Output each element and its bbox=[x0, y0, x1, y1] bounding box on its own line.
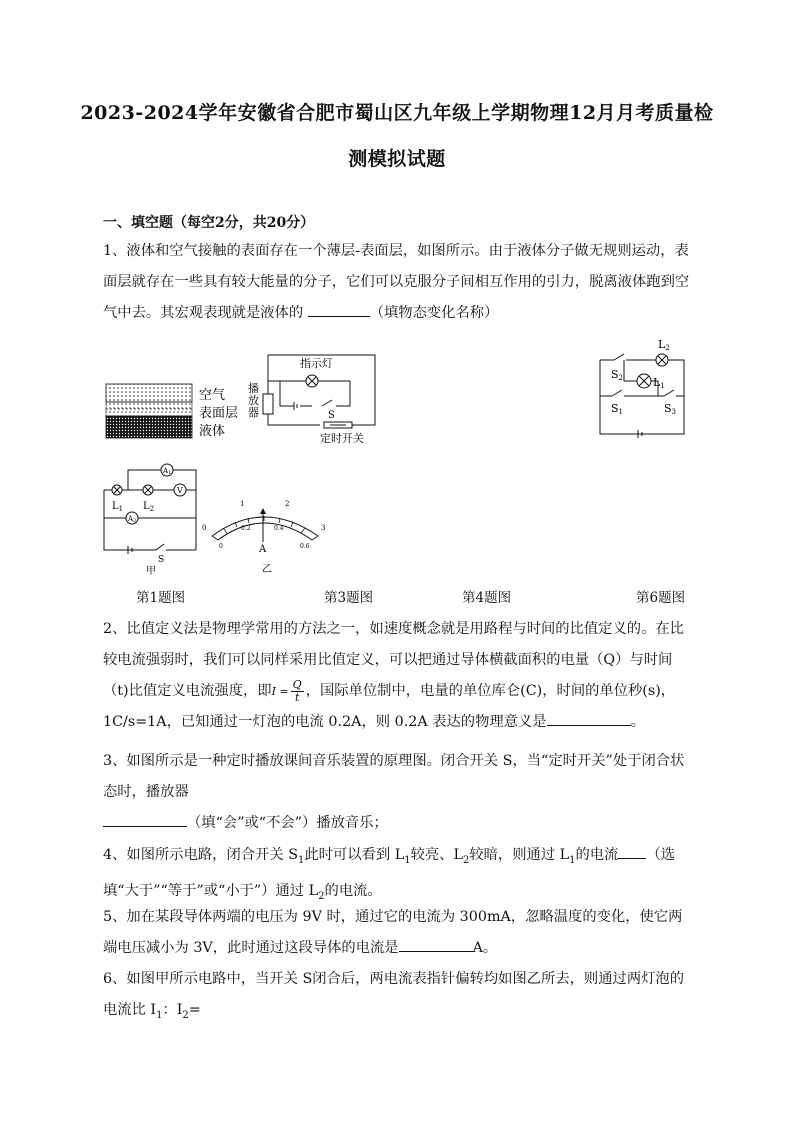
fig6a-l2-label: $L_2$ bbox=[143, 501, 155, 513]
page-title-line2: 测模拟试题 bbox=[348, 148, 446, 170]
q2-blank[interactable] bbox=[547, 709, 631, 726]
fig6b-scale-04: 0.4 bbox=[274, 525, 284, 532]
q6-colon: ：I bbox=[162, 1002, 183, 1018]
fig4-s3-label: S3 bbox=[664, 402, 677, 416]
page-title-line1: 2023-2024学年安徽省合肥市蜀山区九年级上学期物理12月月考质量检 bbox=[80, 102, 714, 124]
fig6a-s-label: S bbox=[158, 555, 165, 565]
caption-fig6: 第6题图 bbox=[636, 590, 686, 606]
q1-blank[interactable] bbox=[308, 300, 370, 317]
figure-4-circuit bbox=[596, 338, 690, 438]
fig4-s1-label: S1 bbox=[611, 402, 624, 416]
q4-sub-4: 1 bbox=[569, 854, 576, 866]
q4-text-6: （选填“大于”“等于”或“小于”）通过 L bbox=[103, 847, 676, 899]
q4-text-7: 的电流。 bbox=[324, 882, 382, 899]
figure-3-timer-circuit bbox=[240, 350, 385, 450]
fig6a-a2-label: A2 bbox=[128, 515, 137, 524]
fig6a-v-label: V bbox=[177, 486, 183, 495]
q4-blank[interactable] bbox=[618, 842, 646, 859]
caption-fig3: 第3题图 bbox=[324, 590, 374, 606]
fig6a-label: 甲 bbox=[146, 566, 156, 577]
fig6a-l1-label: $L_1$ bbox=[112, 501, 124, 513]
q4-text-2: 此时可以看到 L bbox=[304, 847, 405, 863]
question-3 bbox=[103, 746, 693, 839]
fig3-switch-s: S bbox=[328, 410, 335, 421]
fig4-s2-label: S2 bbox=[611, 368, 624, 382]
q4-sub-6: 2 bbox=[318, 890, 325, 902]
question-4 bbox=[103, 840, 693, 912]
figure-1-liquid-surface bbox=[100, 378, 250, 442]
q3-text-end: （填“会”或“不会”）播放音乐； bbox=[187, 815, 388, 831]
fig6b-scale-06: 0.6 bbox=[300, 543, 310, 550]
question-5 bbox=[103, 902, 693, 964]
fig1-label-air: 空气 bbox=[199, 388, 226, 403]
q6-text: 6、如图甲所示电路中，当开关 S闭合后，两电流表指针偏转均如图乙所去，则通过两灯泡的电流比 I bbox=[103, 971, 685, 1018]
q2-text-end: 。 bbox=[630, 714, 645, 730]
fig3-player-label-2: 放 bbox=[248, 394, 259, 407]
q2-formula-den: t bbox=[294, 690, 300, 704]
question-6 bbox=[103, 964, 693, 1031]
q2-text-b: ，国际单位制中，电量的单位库仑(C)，时间的单位秒(s)，1C/s=1A，已知通过一灯泡的电流 0.2A，则 0.2A 表达的物理意义是 bbox=[103, 683, 676, 730]
fig1-label-liquid: 液体 bbox=[199, 424, 226, 439]
fig4-l2-label: L2 bbox=[658, 338, 670, 352]
fig6b-scale-02: 0.2 bbox=[241, 525, 251, 532]
q6-sub-1: 1 bbox=[156, 1009, 163, 1021]
fig4-l1-label: L1 bbox=[653, 376, 665, 390]
caption-fig4: 第4题图 bbox=[462, 590, 512, 606]
fig6b-scale-3: 3 bbox=[321, 524, 326, 532]
fig6a-a1-label: A1 bbox=[163, 467, 172, 476]
fig6b-scale-small0: 0 bbox=[219, 543, 223, 550]
q4-sub-3: 2 bbox=[462, 854, 470, 866]
fig3-player-label-3: 器 bbox=[248, 406, 259, 419]
q4-text-3: 较亮、L bbox=[410, 847, 463, 863]
q3-text: 3、如图所示是一种定时播放课间音乐装置的原理图。闭合开关 S，当“定时开关”处于闭合状态时，播放器 bbox=[103, 753, 685, 800]
q1-text: 1、液体和空气接触的表面存在一个薄层-表面层，如图所示。由于液体分子做无规则运动，表面层就存在一些具有较大能量的分子，它们可以克服分子间相互作用的引力，脱离液体跑到空气中去。其宏观表现就是液体的 bbox=[103, 243, 690, 321]
question-1 bbox=[103, 236, 693, 329]
q5-blank[interactable] bbox=[399, 935, 473, 952]
figure-6b-ammeter-dial bbox=[200, 494, 330, 578]
q4-sub-1: 1 bbox=[298, 854, 305, 866]
question-2 bbox=[103, 614, 693, 738]
q4-text-4: 较暗，则通过 L bbox=[469, 847, 570, 863]
fig3-lamp-label: 指示灯 bbox=[300, 357, 333, 370]
fig3-timer-label: 定时开关 bbox=[320, 432, 364, 445]
q6-sub-2: 2 bbox=[182, 1009, 189, 1021]
fig6b-scale-2: 2 bbox=[285, 500, 290, 508]
q4-text-5: 的电流 bbox=[575, 847, 619, 863]
q2-text: 2、比值定义法是物理学常用的方法之一，如速度概念就是用路程与时间的比值定义的。在比较电流强弱时，我们可以同样采用比值定义，可以把通过导体横截面积的电量（Q）与时间（t)比值定义电流强度，即 bbox=[103, 621, 684, 699]
fig6b-scale-0: 0 bbox=[202, 524, 207, 532]
q3-blank[interactable] bbox=[103, 810, 187, 827]
q4-sub-2: 1 bbox=[404, 854, 411, 866]
fig6b-label: 乙 bbox=[262, 564, 272, 575]
caption-fig1: 第1题图 bbox=[136, 590, 186, 606]
fig3-player-label-1: 播 bbox=[248, 382, 259, 395]
q6-equals: = bbox=[188, 1002, 201, 1018]
q2-formula-lhs: I = bbox=[271, 685, 289, 698]
fig6b-unit: A bbox=[259, 544, 267, 555]
section-heading: 一、填空题（每空2分，共20分） bbox=[103, 215, 315, 231]
q2-formula-num: Q bbox=[292, 677, 302, 691]
figure-6a-circuit bbox=[100, 460, 205, 578]
q2-formula-fraction bbox=[291, 679, 304, 704]
q5-text: 5、加在某段导体两端的电压为 9V 时，通过它的电流为 300mA，忽略温度的变化，使它两端电压减小为 3V，此时通过这段导体的电流是 bbox=[103, 909, 683, 956]
q4-text-1: 4、如图所示电路，闭合开关 S bbox=[103, 847, 298, 863]
q5-text-end: A。 bbox=[472, 940, 498, 956]
fig6b-scale-1: 1 bbox=[240, 500, 245, 508]
fig1-label-surface: 表面层 bbox=[199, 406, 239, 421]
q1-text-end: （填物态变化名称） bbox=[369, 305, 499, 321]
